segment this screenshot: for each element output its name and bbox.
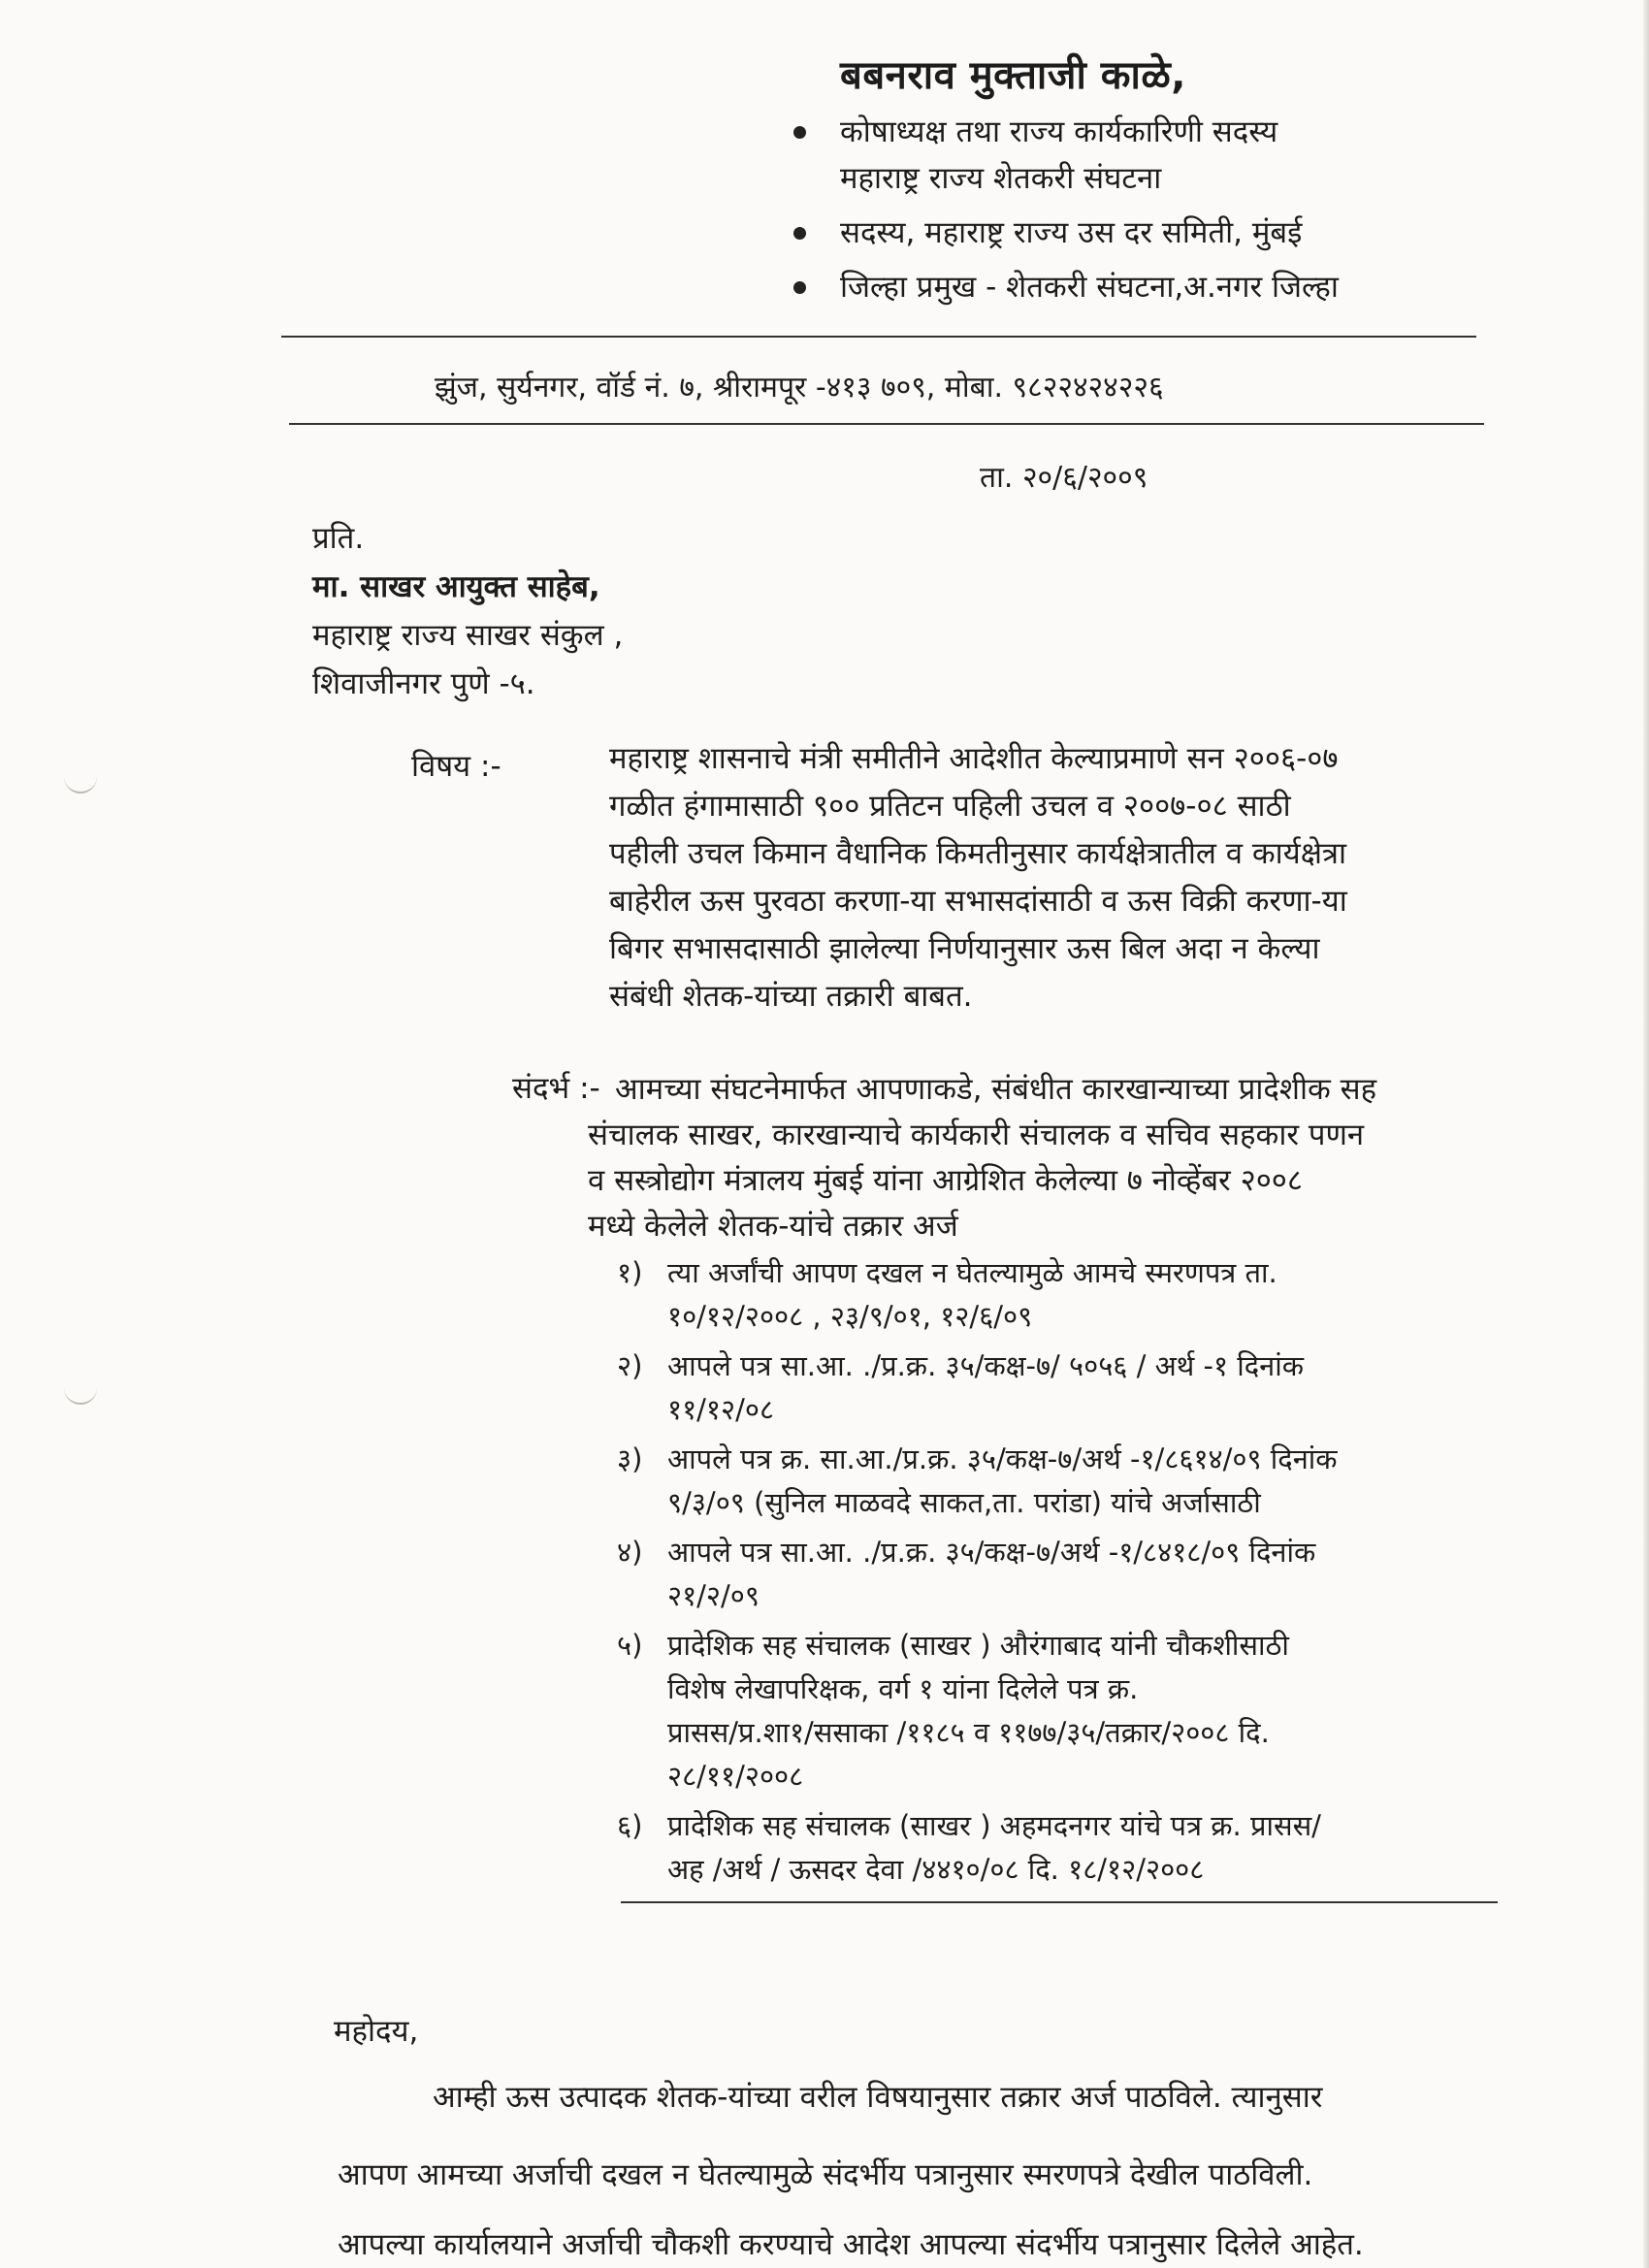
reference-item-number: १) — [617, 1256, 643, 1289]
letterhead-role — [793, 210, 1339, 256]
subject-line: संबंधी शेतक-यांच्या तक्रारी बाबत. — [609, 979, 973, 1014]
reference-item — [617, 1624, 1338, 1798]
reference-line: संचालक साखर, कारखान्याचे कार्यकारी संचालक व सचिव सहकार पणन — [588, 1118, 1365, 1152]
punch-hole-mark-bottom — [64, 1387, 97, 1405]
reference-item — [617, 1438, 1338, 1525]
reference-end-rule — [621, 1901, 1498, 1903]
reference-intro — [588, 1067, 1376, 1249]
reference-item-line: प्रादेशिक सह संचालक (साखर ) अहमदनगर यांचे पत्र क्र. प्रासस/ — [667, 1809, 1321, 1842]
recipient-address-line: महाराष्ट्र राज्य साखर संकुल , — [312, 618, 624, 653]
reference-item-line: २१/२/०९ — [667, 1579, 760, 1612]
recipient-block — [312, 514, 623, 708]
body-line: आपण आमच्या अर्जाची दखल न घेतल्यामुळे संदर्भीय पत्रानुसार स्मरणपत्रे देखील पाठविली. — [338, 2157, 1313, 2192]
letterhead-rule-top — [281, 336, 1476, 338]
reference-item-number: २) — [617, 1349, 643, 1382]
reference-label: संदर्भ :- — [512, 1071, 600, 1106]
subject-line: पहीली उचल किमान वैधानिक किमतीनुसार कार्यक्षेत्रातील व कार्यक्षेत्रा — [609, 836, 1347, 871]
subject-label: विषय :- — [411, 749, 501, 784]
subject-line: गळीत हंगामासाठी ९०० प्रतिटन पहिली उचल व २००७-०८ साठी — [609, 789, 1291, 824]
body-line: आम्ही ऊस उत्पादक शेतक-यांच्या वरील विषयानुसार तक्रार अर्ज पाठविले. त्यानुसार — [433, 2080, 1323, 2115]
role-line: कोषाध्यक्ष तथा राज्य कार्यकारिणी सदस्य — [840, 114, 1278, 149]
reference-item-number: ३) — [617, 1442, 643, 1475]
reference-line: व सस्त्रोद्योग मंत्रालय मुंबई यांना आग्रेशित केलेल्या ७ नोव्हेंबर २००८ — [588, 1163, 1304, 1198]
reference-item-line: त्या अर्जांची आपण दखल न घेतल्यामुळे आमचे स्मरणपत्र ता. — [667, 1256, 1277, 1289]
role-line: जिल्हा प्रमुख - शेतकरी संघटना,अ.नगर जिल्हा — [840, 270, 1339, 305]
reference-list — [617, 1251, 1338, 1897]
reference-item-line: ११/१२/०८ — [667, 1393, 775, 1426]
subject-line: बाहेरील ऊस पुरवठा करणा-या सभासदांसाठी व ऊस विक्री करणा-या — [609, 884, 1347, 919]
reference-item — [617, 1345, 1338, 1432]
bullet-icon — [793, 126, 806, 139]
reference-item-line: विशेष लेखापरिक्षक, वर्ग १ यांना दिलेले पत्र क्र. — [667, 1672, 1139, 1705]
recipient-title: मा. साखर आयुक्त साहेब, — [312, 569, 600, 604]
letterhead-name: बबनराव मुक्ताजी काळे, — [840, 53, 1186, 98]
letterhead-rule-bottom — [289, 423, 1484, 425]
bullet-icon — [793, 227, 806, 240]
reference-item-line: प्रासस/प्र.शा१/ससाका /११८५ व ११७७/३५/तक्रार/२००८ दि. — [667, 1716, 1270, 1749]
reference-item-line: ९/३/०९ (सुनिल माळवदे साकत,ता. परांडा) यांचे अर्जासाठी — [667, 1486, 1261, 1519]
subject-line: बिगर सभासदासाठी झालेल्या निर्णयानुसार ऊस बिल अदा न केल्या — [609, 931, 1320, 966]
letterhead-role — [793, 109, 1339, 202]
reference-item-line: २८/११/२००८ — [667, 1760, 804, 1793]
reference-item — [617, 1531, 1338, 1618]
bullet-icon — [793, 281, 806, 294]
letterhead-address: झुंज, सुर्यनगर, वॉर्ड नं. ७, श्रीरामपूर -४१३ ७०९, मोबा. ९८२२४२४२२६ — [435, 371, 1164, 405]
reference-item — [617, 1804, 1338, 1892]
recipient-address-line: शिवाजीनगर पुणे -५. — [312, 666, 535, 701]
subject-text — [609, 735, 1347, 1021]
role-line: महाराष्ट्र राज्य शेतकरी संघटना — [840, 161, 1162, 196]
reference-item-line: अह /अर्थ / ऊसदर देवा /४४१०/०८ दि. १८/१२/२००८ — [667, 1853, 1205, 1886]
reference-item-number: ५) — [617, 1629, 643, 1662]
letterhead-role — [793, 264, 1339, 310]
recipient-prefix: प्रति. — [312, 521, 365, 556]
salutation: महोदय, — [334, 2014, 419, 2049]
letter-date: ता. २०/६/२००९ — [980, 461, 1148, 495]
reference-item — [617, 1251, 1338, 1339]
page-edge-shadow — [1643, 0, 1649, 2268]
subject-line: महाराष्ट्र शासनाचे मंत्री समीतीने आदेशीत केल्याप्रमाणे सन २००६-०७ — [609, 741, 1339, 776]
letterhead-roles — [793, 109, 1339, 318]
role-line: सदस्य, महाराष्ट्र राज्य उस दर समिती, मुंबई — [840, 215, 1303, 250]
punch-hole-mark-top — [64, 776, 97, 794]
reference-item-number: ६) — [617, 1809, 643, 1842]
reference-item-number: ४) — [617, 1536, 643, 1569]
reference-line: मध्ये केलेले शेतक-यांचे तक्रार अर्ज — [588, 1209, 958, 1244]
body-line: आपल्या कार्यालयाने अर्जाची चौकशी करण्याचे आदेश आपल्या संदर्भीय पत्रानुसार दिलेले आहेत. — [338, 2227, 1364, 2262]
reference-item-line: १०/१२/२००८ , २३/९/०१, १२/६/०९ — [667, 1300, 1033, 1333]
reference-item-line: आपले पत्र सा.आ. ./प्र.क्र. ३५/कक्ष-७/अर्थ -१/८४१८/०९ दिनांक — [667, 1536, 1316, 1569]
reference-line: आमच्या संघटनेमार्फत आपणाकडे, संबंधीत कारखान्याच्या प्रादेशीक सह — [615, 1072, 1377, 1107]
reference-item-line: प्रादेशिक सह संचालक (साखर ) औरंगाबाद यांनी चौकशीसाठी — [667, 1629, 1289, 1662]
reference-item-line: आपले पत्र क्र. सा.आ./प्र.क्र. ३५/कक्ष-७/अर्थ -१/८६१४/०९ दिनांक — [667, 1442, 1338, 1475]
reference-item-line: आपले पत्र सा.आ. ./प्र.क्र. ३५/कक्ष-७/ ५०५६ / अर्थ -१ दिनांक — [667, 1349, 1305, 1382]
